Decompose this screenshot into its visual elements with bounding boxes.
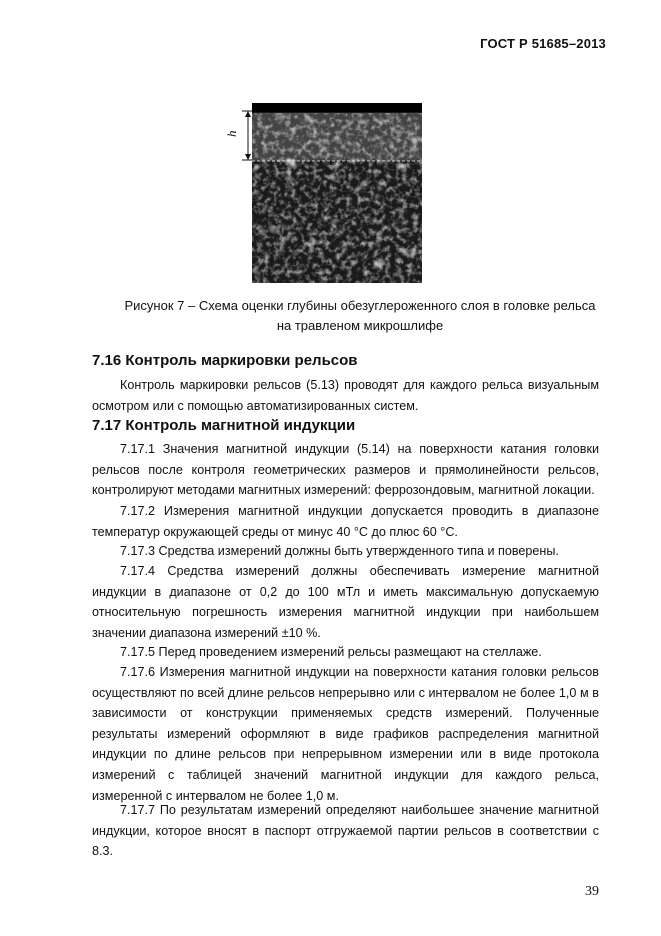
clause-7-17-1: 7.17.1 Значения магнитной индукции (5.14) на поверхности катания головки рельсов после контроля геометрических размеров и прямолинейности рельсов, контролируют методами магнитных измерений: феррозондовым, магнитной локации. (92, 442, 599, 498)
section-717-title: 7.17 Контроль магнитной индукции (92, 417, 356, 434)
clause-7-17-4: 7.17.4 Средства измерений должны обеспечивать измерение магнитной индукции в диапазоне от 0,2 до 100 мТл и иметь максимальную допускаемую относительную погрешность измерения магнитной индукции при наибольшем значении диапазона измерений ±10 %. (92, 564, 599, 640)
caption-line-2: на травленом микрошлифе (276, 318, 444, 333)
page-number: 39 (585, 884, 599, 899)
paragraph (92, 561, 599, 643)
clause-7-17-2: 7.17.2 Измерения магнитной индукции допускается проводить в диапазоне температур окружающей среды от минус 40 °С до плюс 60 °С. (92, 504, 599, 539)
paragraph (92, 439, 599, 501)
figure-caption (60, 296, 660, 336)
dimension-label: h (224, 130, 239, 137)
depth-dimension (222, 103, 252, 163)
paragraph (92, 642, 599, 663)
section-716-title: 7.16 Контроль маркировки рельсов (92, 352, 358, 369)
paragraph (92, 501, 599, 542)
clause-7-17-3: 7.17.3 Средства измерений должны быть утвержденного типа и поверены. (120, 544, 559, 558)
section-716-text: Контроль маркировки рельсов (5.13) проводят для каждого рельса визуальным осмотром или с помощью автоматизированных систем. (92, 378, 599, 413)
micrograph-image (252, 103, 422, 283)
clause-7-17-7: 7.17.7 По результатам измерений определяют наибольшее значение магнитной индукции, которое вносят в паспорт отгружаемой партии рельсов в соответствии с 8.3. (92, 803, 599, 859)
paragraph (92, 541, 599, 562)
paragraph (92, 375, 599, 416)
paragraph (92, 800, 599, 862)
clause-7-17-6: 7.17.6 Измерения магнитной индукции на поверхности катания головки рельсов осуществляют по всей длине рельсов непрерывно или с интервалом не более 1,0 м в зависимости от конструкции применяемых средств измерений. Полученные результаты измерений оформляют в виде графиков распределения магнитной индукции по длине рельсов при непрерывном измерении или в виде протокола измерений с таблицей значений магнитной индукции для каждого рельса, измеренной с интервалом не более 1,0 м. (92, 665, 599, 803)
caption-line-1: Рисунок 7 – Схема оценки глубины обезуглероженного слоя в головке рельса (124, 298, 596, 313)
dimension-arrow-icon (222, 103, 252, 163)
paragraph (92, 662, 599, 806)
clause-7-17-5: 7.17.5 Перед проведением измерений рельсы размещают на стеллаже. (120, 645, 542, 659)
document-code: ГОСТ Р 51685–2013 (480, 36, 606, 51)
